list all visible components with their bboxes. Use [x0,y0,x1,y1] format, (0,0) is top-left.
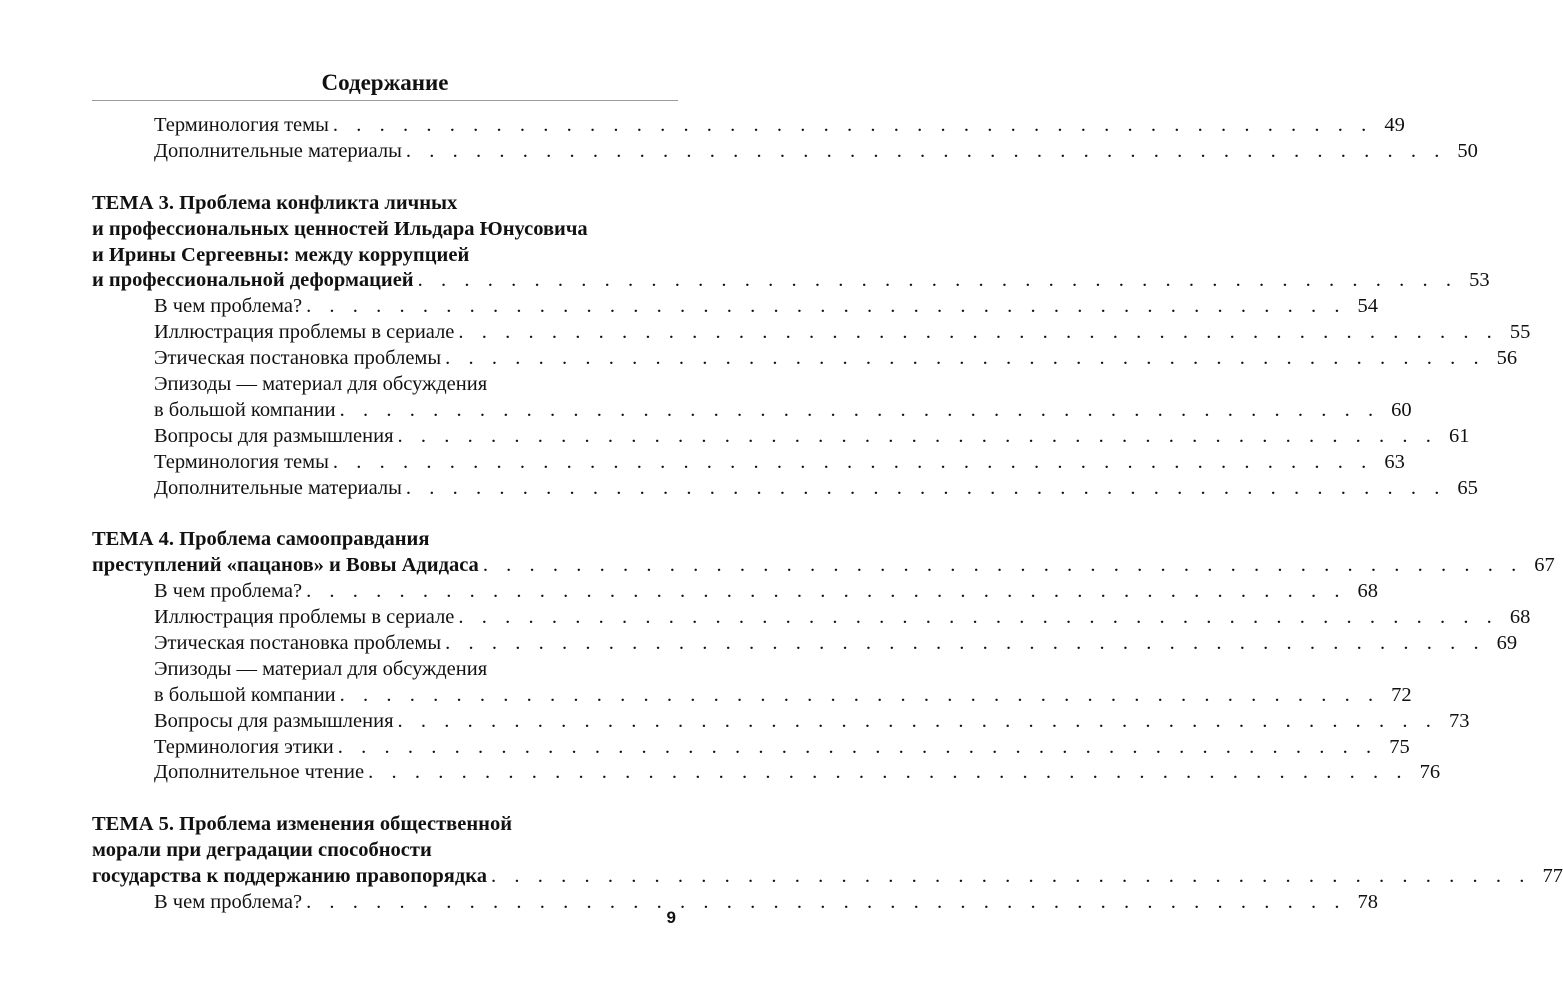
topic-title-line: и профессиональных ценностей Ильдара Юнусовича [92,217,588,240]
dot-leader: . . . . . . . . . . . . . . . . . . . . . . . . . . . . . . . . . . . . . . . . . . . . . [405,139,1446,162]
toc-topic-3[interactable] [92,191,1490,295]
toc-entry[interactable]: Иллюстрация проблемы в сериале . . . . . . . . . . . . . . . . . . . . . . . . . . . . . . . . . . . . . . . . . . . . . 68 [92,605,668,631]
page-number: 76 [1419,761,1441,784]
title-divider [92,100,678,101]
topic-title-line: и Ирины Сергеевны: между коррупцией [92,243,470,266]
page-number: 60 [1391,398,1412,421]
toc-entry[interactable]: Иллюстрация проблемы в сериале . . . . . . . . . . . . . . . . . . . . . . . . . . . . . . . . . . . . . . . . . . . . . 55 [92,320,668,346]
page-number: 75 [1389,735,1410,758]
topic-title-line: морали при деградации способности [92,839,432,862]
page-number: 77 [1542,865,1563,888]
toc-entry[interactable]: Эпизоды — материал для обсуждения в большой компании . . . . . . . . . . . . . . . . . . . . . . . . . . . . . . . . . . . . . . . . . . . . . 72 [92,657,668,709]
topic-title-line: ТЕМА 4. Проблема самооправдания [92,528,430,551]
dot-leader: . . . . . . . . . . . . . . . . . . . . . . . . . . . . . . . . . . . . . . . . . . . . . [482,554,1523,577]
dot-leader: . . . . . . . . . . . . . . . . . . . . . . . . . . . . . . . . . . . . . . . . . . . . . [458,606,1499,629]
toc-entry-additional-materials[interactable]: Дополнительные материалы . . . . . . . . . . . . . . . . . . . . . . . . . . . . . . . . . . . . . . . . . . . . . 50 [92,139,668,165]
table-of-contents [92,113,1563,916]
dot-leader: . . . . . . . . . . . . . . . . . . . . . . . . . . . . . . . . . . . . . . . . . . . . . [306,295,1347,318]
folio-page-number: 9 [666,908,676,927]
dot-leader: . . . . . . . . . . . . . . . . . . . . . . . . . . . . . . . . . . . . . . . . . . . . . [306,580,1347,603]
toc-entry[interactable]: В чем проблема? . . . . . . . . . . . . . . . . . . . . . . . . . . . . . . . . . . . . . . . . . . . . . 78 [92,890,668,916]
page-number: 61 [1448,424,1470,447]
page-number: 72 [1391,683,1412,706]
toc-topic-4[interactable] [92,527,1555,579]
toc-entry[interactable]: В чем проблема? . . . . . . . . . . . . . . . . . . . . . . . . . . . . . . . . . . . . . . . . . . . . . 54 [92,294,668,320]
toc-entry[interactable]: Дополнительные материалы . . . . . . . . . . . . . . . . . . . . . . . . . . . . . . . . . . . . . . . . . . . . . 65 [92,476,668,502]
toc-entry[interactable]: Вопросы для размышления . . . . . . . . . . . . . . . . . . . . . . . . . . . . . . . . . . . . . . . . . . . . . 61 [92,424,668,450]
toc-entry[interactable]: Этическая постановка проблемы . . . . . . . . . . . . . . . . . . . . . . . . . . . . . . . . . . . . . . . . . . . . . 56 [92,346,668,372]
toc-entry[interactable]: Вопросы для размышления . . . . . . . . . . . . . . . . . . . . . . . . . . . . . . . . . . . . . . . . . . . . . 73 [92,709,668,735]
toc-entry-terminology[interactable]: Терминология темы . . . . . . . . . . . . . . . . . . . . . . . . . . . . . . . . . . . . . . . . . . . . . 49 [92,113,668,139]
topic-title-line: государства к поддержанию правопорядка . . . . . . . . . . . . . . . . . . . . . . . . . . . . . . . . . . . . . . . . . . . . . 77 [92,864,668,890]
page-number: 78 [1357,891,1379,914]
toc-entry[interactable]: Терминология этики . . . . . . . . . . . . . . . . . . . . . . . . . . . . . . . . . . . . . . . . . . . . . 75 [92,735,668,761]
page-number: 68 [1509,606,1531,629]
page-title: Содержание [321,70,449,95]
page-number: 65 [1457,476,1478,499]
page-number: 50 [1457,139,1478,162]
page-number: 55 [1509,321,1531,344]
page-number: 53 [1469,269,1490,292]
dot-leader: . . . . . . . . . . . . . . . . . . . . . . . . . . . . . . . . . . . . . . . . . . . . . [445,632,1486,655]
dot-leader: . . . . . . . . . . . . . . . . . . . . . . . . . . . . . . . . . . . . . . . . . . . . . [339,398,1380,421]
toc-entry[interactable]: Этическая постановка проблемы . . . . . . . . . . . . . . . . . . . . . . . . . . . . . . . . . . . . . . . . . . . . . 69 [92,631,668,657]
page-number: 69 [1496,632,1518,655]
dot-leader: . . . . . . . . . . . . . . . . . . . . . . . . . . . . . . . . . . . . . . . . . . . . . [445,347,1486,370]
page-number: 63 [1384,450,1405,473]
page-number: 54 [1357,295,1379,318]
dot-leader: . . . . . . . . . . . . . . . . . . . . . . . . . . . . . . . . . . . . . . . . . . . . . [306,891,1347,914]
topic-title-line: ТЕМА 3. Проблема конфликта личных [92,191,458,214]
topic-title-line: преступлений «пацанов» и Вовы Адидаса . . . . . . . . . . . . . . . . . . . . . . . . . . . . . . . . . . . . . . . . . . . . . 67 [92,553,668,579]
dot-leader: . . . . . . . . . . . . . . . . . . . . . . . . . . . . . . . . . . . . . . . . . . . . . [405,476,1446,499]
page-number: 68 [1357,580,1379,603]
dot-leader: . . . . . . . . . . . . . . . . . . . . . . . . . . . . . . . . . . . . . . . . . . . . . [332,450,1373,473]
topic-title-line: ТЕМА 5. Проблема изменения общественной [92,813,513,836]
toc-entry[interactable]: Эпизоды — материал для обсуждения в большой компании . . . . . . . . . . . . . . . . . . . . . . . . . . . . . . . . . . . . . . . . . . . . . 60 [92,372,668,424]
dot-leader: . . . . . . . . . . . . . . . . . . . . . . . . . . . . . . . . . . . . . . . . . . . . . [397,709,1438,732]
page-number: 67 [1534,554,1555,577]
page-number: 49 [1384,114,1405,136]
dot-leader: . . . . . . . . . . . . . . . . . . . . . . . . . . . . . . . . . . . . . . . . . . . . . [490,865,1531,888]
dot-leader: . . . . . . . . . . . . . . . . . . . . . . . . . . . . . . . . . . . . . . . . . . . . . [368,761,1409,784]
dot-leader: . . . . . . . . . . . . . . . . . . . . . . . . . . . . . . . . . . . . . . . . . . . . . [339,683,1380,706]
toc-entry[interactable]: В чем проблема? . . . . . . . . . . . . . . . . . . . . . . . . . . . . . . . . . . . . . . . . . . . . . 68 [92,579,668,605]
toc-entry[interactable]: Дополнительное чтение . . . . . . . . . . . . . . . . . . . . . . . . . . . . . . . . . . . . . . . . . . . . . 76 [92,760,668,786]
dot-leader: . . . . . . . . . . . . . . . . . . . . . . . . . . . . . . . . . . . . . . . . . . . . . [397,424,1438,447]
dot-leader: . . . . . . . . . . . . . . . . . . . . . . . . . . . . . . . . . . . . . . . . . . . . . [337,735,1378,758]
page-number: 56 [1496,347,1518,370]
dot-leader: . . . . . . . . . . . . . . . . . . . . . . . . . . . . . . . . . . . . . . . . . . . . . [332,114,1373,136]
toc-entry[interactable]: Терминология темы . . . . . . . . . . . . . . . . . . . . . . . . . . . . . . . . . . . . . . . . . . . . . 63 [92,450,668,476]
topic-title-line: и профессиональной деформацией . . . . . . . . . . . . . . . . . . . . . . . . . . . . . . . . . . . . . . . . . . . . . 53 [92,268,668,294]
dot-leader: . . . . . . . . . . . . . . . . . . . . . . . . . . . . . . . . . . . . . . . . . . . . . [458,321,1499,344]
dot-leader: . . . . . . . . . . . . . . . . . . . . . . . . . . . . . . . . . . . . . . . . . . . . . [417,269,1458,292]
toc-topic-5[interactable] [92,812,1563,890]
page-number: 73 [1448,709,1470,732]
